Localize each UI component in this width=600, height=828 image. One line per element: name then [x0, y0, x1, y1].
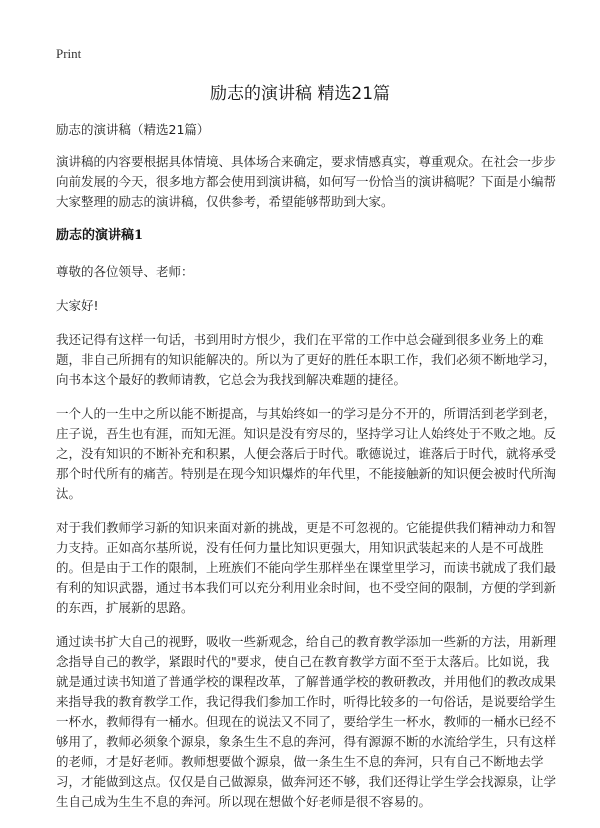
body-paragraph: 对于我们教师学习新的知识来面对新的挑战，更是不可忽视的。它能提供我们精神动力和智力支持。正如高尔基所说，没有任何力量比知识更强大，用知识武装起来的人是不可战胜的。但是由于工作的限制，上班族们不能向学生那样坐在课堂里学习，而读书就成了我们最有利的知识武器，通过书本我们可以充分利用业余时间，也不受空间的限制，方便的学到新的东西，扩展新的思路。	[56, 520, 557, 615]
section-heading: 励志的演讲稿1	[56, 228, 144, 243]
salutation: 尊敬的各位领导、老师：	[56, 264, 194, 279]
page-title: 励志的演讲稿 精选21篇	[209, 84, 391, 104]
intro-paragraph: 演讲稿的内容要根据具体情境、具体场合来确定，要求情感真实，尊重观众。在社会一步步向前发展的今天，很多地方都会使用到演讲稿，如何写一份恰当的演讲稿呢？下面是小编帮大家整理的励志的演讲稿，仅供参考，希望能够帮助到大家。	[56, 154, 557, 209]
body-paragraph: 一个人的一生中之所以能不断提高，与其始终如一的学习是分不开的，所谓活到老学到老，庄子说，吾生也有涯，而知无涯。知识是没有穷尽的，坚持学习让人始终处于不败之地。反之，没有知识的不断补充和积累，人便会落后于时代。歌德说过，谁落后于时代，就将承受那个时代所有的痛苦。特别是在现今知识爆炸的年代里，不能接触新的知识便会被时代所淘汰。	[56, 406, 557, 501]
body-paragraph: 通过读书扩大自己的视野，吸收一些新观念，给自己的教育教学添加一些新的方法，用新理念指导自己的教学，紧跟时代的"要求，使自己在教育教学方面不至于太落后。比如说，我就是通过读书知道了普通学校的课程改革，了解普通学校的教研教改，并用他们的教改成果来指导我的教育教学工作，我记得我们参加工作时，听得比较多的一句俗话，是说要给学生一杯水，教师得有一桶水。但现在的说法又不同了，要给学生一杯水，教师的一桶水已经不够用了，教师必须象个源泉，象条生生不息的奔河，得有源源不断的水流给学生，只有这样的老师，才是好老师。教师想要做个源泉，做一条生生不息的奔河，只有自己不断地去学习，才能做到这点。仅仅是自己做源泉，做奔河还不够，我们还得让学生学会找源泉，让学生自己成为生生不息的奔河。所以现在想做个好老师是很不容易的。	[56, 634, 557, 809]
greeting: 大家好!	[56, 298, 99, 313]
article-body	[56, 120, 556, 826]
body-paragraph: 我还记得有这样一句话，书到用时方恨少，我们在平常的工作中总会碰到很多业务上的难题，非自己所拥有的知识能解决的。所以为了更好的胜任本职工作，我们必须不断地学习，向书本这个最好的教师请教，它总会为我找到解决难题的捷径。	[56, 332, 557, 387]
print-link[interactable]: Print	[56, 46, 82, 61]
article-subtitle: 励志的演讲稿（精选21篇）	[56, 122, 210, 137]
